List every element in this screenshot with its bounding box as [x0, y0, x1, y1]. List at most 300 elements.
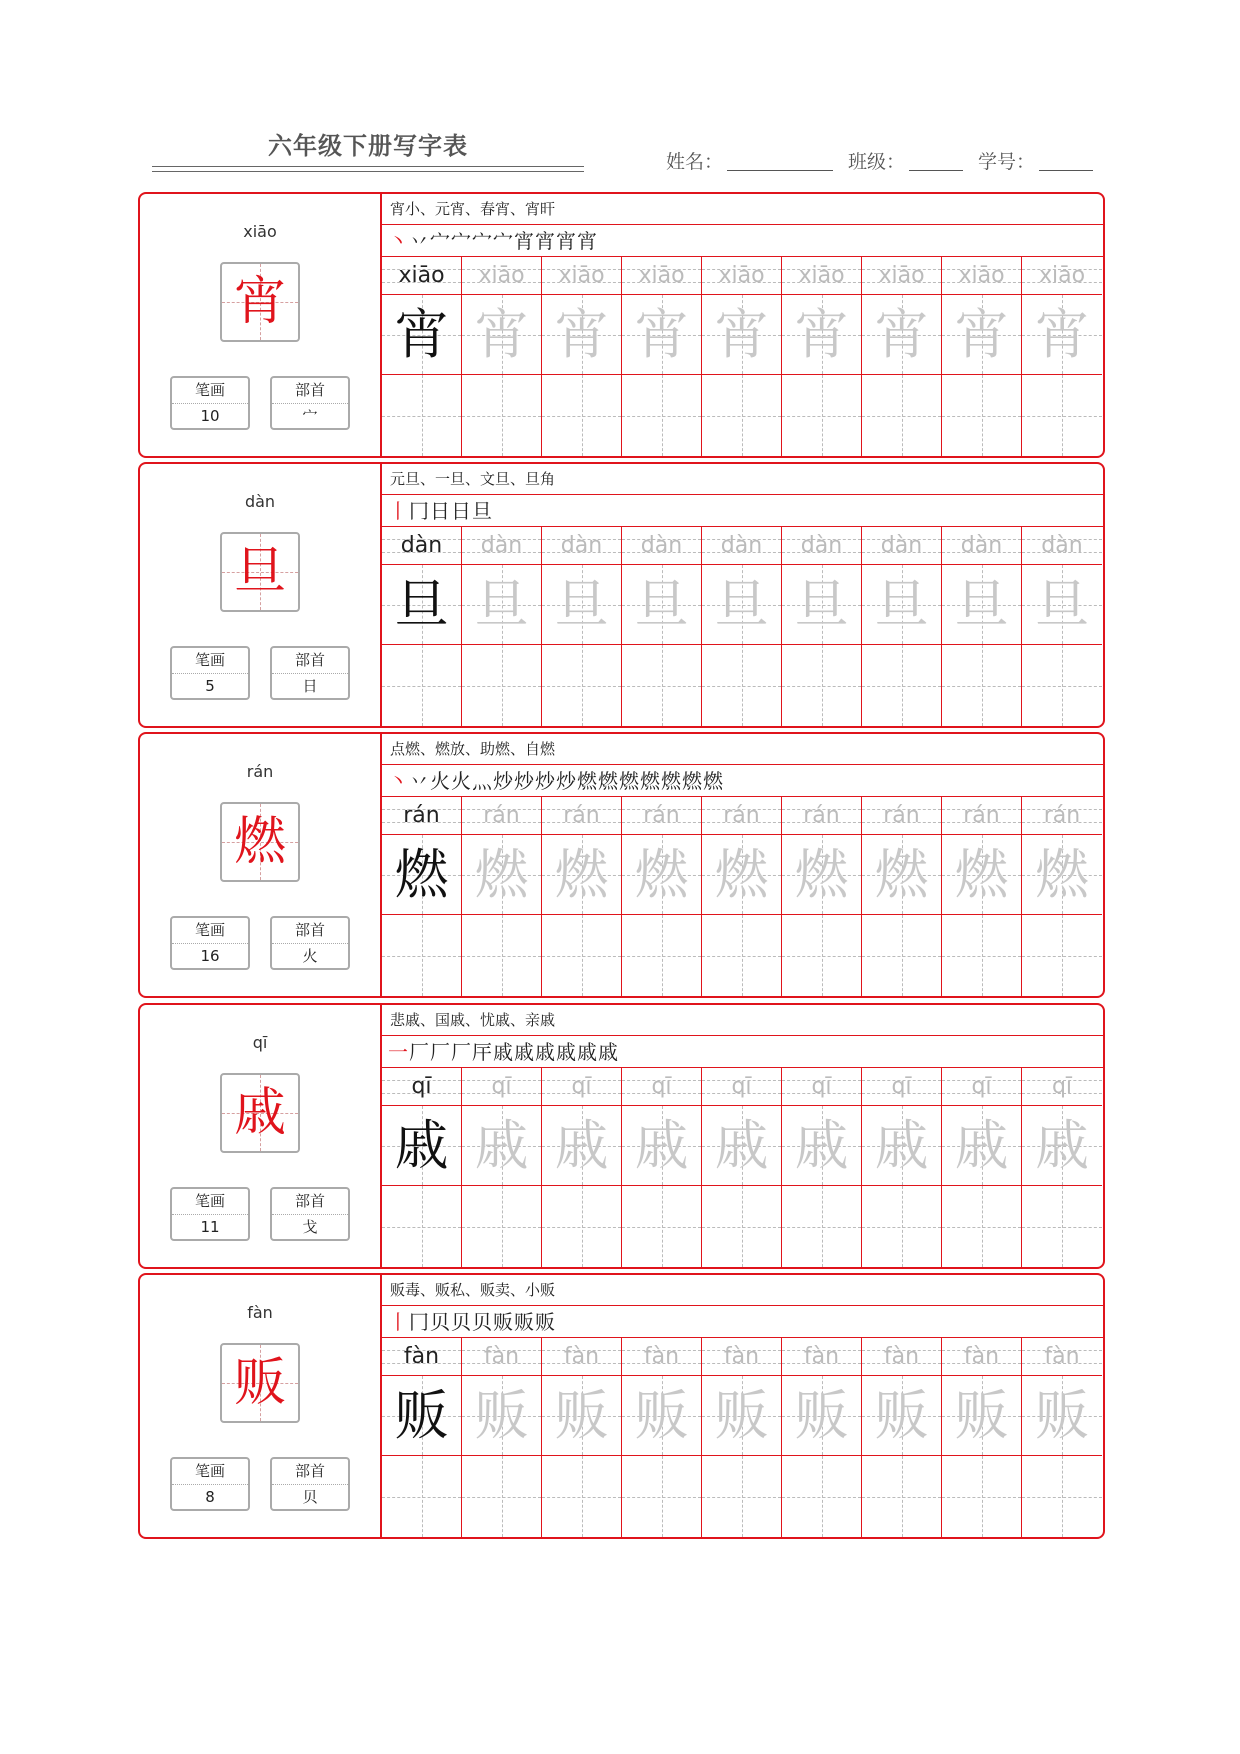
strokes-label: 笔画	[172, 378, 248, 404]
blank-practice-cell[interactable]	[702, 1186, 782, 1267]
name-label: 姓名：	[666, 151, 724, 173]
char-trace: 燃	[634, 843, 689, 906]
char-info-panel	[140, 464, 382, 726]
char-practice-cell[interactable]	[622, 835, 702, 915]
char-trace: 贩	[474, 1384, 529, 1447]
char-practice-cell[interactable]	[622, 565, 702, 645]
name-blank[interactable]	[727, 150, 833, 171]
pinyin-practice-cell[interactable]	[942, 1068, 1022, 1106]
pinyin-practice-cell[interactable]	[1022, 1338, 1102, 1376]
char-trace: 旦	[714, 573, 769, 636]
pinyin-trace: fàn	[963, 1344, 1000, 1369]
pinyin-practice-cell[interactable]	[1022, 527, 1102, 565]
pinyin-trace: xiāo	[718, 263, 765, 288]
char-trace: 戚	[714, 1114, 769, 1177]
pinyin-practice-cell[interactable]	[622, 257, 702, 295]
pinyin-practice-cell[interactable]	[702, 1338, 782, 1376]
char-trace: 戚	[474, 1114, 529, 1177]
char-practice-cell[interactable]	[702, 565, 782, 645]
pinyin-trace: qī	[971, 1074, 992, 1099]
pinyin-trace: fàn	[803, 1344, 840, 1369]
char-trace: 贩	[634, 1384, 689, 1447]
char-practice-cell[interactable]	[1022, 1376, 1102, 1456]
blank-practice-cell[interactable]	[862, 1186, 942, 1267]
blank-practice-cell[interactable]	[782, 1456, 862, 1537]
char-practice-cell[interactable]	[702, 835, 782, 915]
pinyin-practice-cell[interactable]	[462, 1338, 542, 1376]
char-pinyin: qī	[252, 1033, 268, 1052]
char-practice-cell[interactable]	[702, 295, 782, 375]
char-trace: 旦	[554, 573, 609, 636]
pinyin-practice-cell[interactable]	[942, 1338, 1022, 1376]
pinyin-practice-cell[interactable]	[542, 1068, 622, 1106]
blank-practice-cell[interactable]	[702, 915, 782, 996]
char-practice-cell[interactable]	[542, 835, 622, 915]
word-examples: 悲戚、国戚、忧戚、亲戚	[382, 1005, 1103, 1036]
class-blank[interactable]	[909, 150, 963, 171]
pinyin-trace: xiāo	[558, 263, 605, 288]
char-trace: 旦	[874, 573, 929, 636]
pinyin-trace: dàn	[880, 533, 923, 558]
blank-practice-cell[interactable]	[942, 1456, 1022, 1537]
pinyin-practice-cell[interactable]	[382, 527, 462, 565]
blank-practice-cell[interactable]	[622, 1456, 702, 1537]
pinyin-practice-cell[interactable]	[1022, 257, 1102, 295]
pinyin-practice-cell[interactable]	[702, 527, 782, 565]
pinyin-practice-cell[interactable]	[1022, 797, 1102, 835]
pinyin-practice-cell[interactable]	[542, 1338, 622, 1376]
char-practice-cell[interactable]	[382, 565, 462, 645]
radical-value: 贝	[302, 1488, 318, 1506]
char-trace: 戚	[394, 1114, 449, 1177]
char-practice-cell[interactable]	[1022, 295, 1102, 375]
char-info-panel	[140, 1275, 382, 1537]
char-practice-cell[interactable]	[382, 835, 462, 915]
char-practice-cell[interactable]	[462, 295, 542, 375]
blank-practice-cell[interactable]	[702, 1456, 782, 1537]
radical-box	[270, 1457, 350, 1511]
blank-practice-cell[interactable]	[382, 1456, 462, 1537]
pinyin-trace: fàn	[483, 1344, 520, 1369]
practice-panel	[382, 734, 1103, 996]
pinyin-trace: xiāo	[478, 263, 525, 288]
character-card	[138, 1273, 1105, 1539]
pinyin-practice-cell[interactable]	[382, 1068, 462, 1106]
pinyin-trace: rán	[403, 803, 440, 828]
pinyin-trace: xiāo	[878, 263, 925, 288]
stroke-order-step: 厈	[472, 1040, 493, 1064]
char-trace: 燃	[554, 843, 609, 906]
stroke-order-step: 燃	[661, 769, 682, 793]
char-practice-cell[interactable]	[382, 295, 462, 375]
char-trace: 戚	[634, 1114, 689, 1177]
stroke-order-row	[382, 1306, 1103, 1338]
strokes-label: 笔画	[172, 648, 248, 674]
stroke-order-step: 厂	[409, 1040, 430, 1064]
blank-practice-cell[interactable]	[862, 1456, 942, 1537]
pinyin-trace: rán	[963, 803, 1000, 828]
char-practice-cell[interactable]	[782, 1376, 862, 1456]
stroke-order-step: 宀	[451, 229, 472, 253]
stroke-order-step: 燃	[598, 769, 619, 793]
char-practice-cell[interactable]	[542, 1376, 622, 1456]
char-trace: 宵	[1035, 303, 1089, 366]
char-info-panel	[140, 194, 382, 456]
blank-practice-cell[interactable]	[862, 645, 942, 726]
char-practice-cell[interactable]	[542, 1106, 622, 1186]
practice-panel	[382, 1275, 1103, 1537]
blank-practice-cell[interactable]	[542, 1186, 622, 1267]
blank-practice-cell[interactable]	[862, 915, 942, 996]
pinyin-practice-cell[interactable]	[782, 1338, 862, 1376]
char-practice-cell[interactable]	[942, 835, 1022, 915]
pinyin-practice-cell[interactable]	[382, 257, 462, 295]
strokes-label: 笔画	[172, 918, 248, 944]
blank-practice-cell[interactable]	[942, 645, 1022, 726]
pinyin-practice-cell[interactable]	[702, 1068, 782, 1106]
char-practice-cell[interactable]	[462, 565, 542, 645]
blank-practice-cell[interactable]	[782, 915, 862, 996]
char-practice-cell[interactable]	[942, 1376, 1022, 1456]
blank-practice-cell[interactable]	[382, 915, 462, 996]
char-display-box	[220, 262, 300, 342]
char-trace: 燃	[714, 843, 769, 906]
char-practice-cell[interactable]	[862, 295, 942, 375]
number-field[interactable]	[978, 147, 1093, 174]
char-display: 宵	[233, 272, 286, 332]
stroke-order-step: 贩	[535, 1310, 556, 1334]
pinyin-trace: fàn	[883, 1344, 920, 1369]
char-trace: 燃	[474, 843, 529, 906]
blank-practice-cell[interactable]	[782, 645, 862, 726]
stroke-order-step: 宀	[472, 229, 493, 253]
char-display: 戚	[233, 1083, 286, 1143]
pinyin-practice-cell[interactable]	[942, 257, 1022, 295]
pinyin-practice-cell[interactable]	[862, 527, 942, 565]
stroke-order-step: 一	[388, 1040, 409, 1064]
char-practice-cell[interactable]	[1022, 835, 1102, 915]
stroke-order-step: 丷	[409, 229, 430, 253]
char-pinyin: rán	[246, 762, 274, 781]
char-trace: 燃	[394, 843, 449, 906]
stroke-order-row	[382, 225, 1103, 257]
radical-value: 戈	[302, 1218, 318, 1236]
char-practice-cell[interactable]	[542, 295, 622, 375]
char-trace: 戚	[794, 1114, 849, 1177]
blank-practice-cell[interactable]	[462, 375, 542, 456]
stroke-order-step: 宵	[514, 229, 535, 253]
title-underline-second	[152, 171, 584, 172]
pinyin-trace: dàn	[800, 533, 843, 558]
char-practice-cell[interactable]	[782, 835, 862, 915]
char-trace: 宵	[554, 303, 609, 366]
blank-practice-cell[interactable]	[862, 375, 942, 456]
practice-panel	[382, 1005, 1103, 1267]
char-practice-cell[interactable]	[942, 295, 1022, 375]
practice-panel	[382, 194, 1103, 456]
stroke-order-step: 炒	[556, 769, 577, 793]
blank-practice-cell[interactable]	[942, 1186, 1022, 1267]
pinyin-practice-cell[interactable]	[862, 1068, 942, 1106]
character-card	[138, 732, 1105, 998]
char-trace: 旦	[954, 573, 1009, 636]
char-trace: 贩	[1035, 1384, 1089, 1447]
strokes-value: 10	[200, 407, 220, 425]
pinyin-practice-cell[interactable]	[622, 1338, 702, 1376]
stroke-order-step: 丶	[388, 769, 409, 793]
char-trace: 燃	[954, 843, 1009, 906]
blank-practice-cell[interactable]	[382, 1186, 462, 1267]
pinyin-practice-cell[interactable]	[782, 1068, 862, 1106]
char-practice-cell[interactable]	[942, 565, 1022, 645]
pinyin-trace: qī	[651, 1074, 672, 1099]
blank-practice-cell[interactable]	[622, 375, 702, 456]
blank-practice-cell[interactable]	[1022, 645, 1102, 726]
blank-practice-cell[interactable]	[622, 645, 702, 726]
char-practice-cell[interactable]	[462, 835, 542, 915]
pinyin-practice-cell[interactable]	[862, 257, 942, 295]
stroke-order-step: 贩	[493, 1310, 514, 1334]
blank-practice-cell[interactable]	[622, 1186, 702, 1267]
blank-practice-cell[interactable]	[542, 645, 622, 726]
pinyin-practice-cell[interactable]	[702, 797, 782, 835]
pinyin-practice-cell[interactable]	[622, 797, 702, 835]
char-practice-cell[interactable]	[382, 1106, 462, 1186]
char-practice-cell[interactable]	[782, 295, 862, 375]
pinyin-practice-cell[interactable]	[462, 257, 542, 295]
char-trace: 贩	[874, 1384, 929, 1447]
pinyin-practice-cell[interactable]	[942, 527, 1022, 565]
stroke-order-step: 燃	[577, 769, 598, 793]
blank-practice-cell[interactable]	[702, 645, 782, 726]
radical-label: 部首	[272, 1189, 348, 1215]
stroke-order-step: 丨	[388, 499, 409, 523]
pinyin-practice-cell[interactable]	[462, 1068, 542, 1106]
class-label: 班级：	[848, 151, 906, 173]
pinyin-practice-cell[interactable]	[542, 797, 622, 835]
blank-practice-cell[interactable]	[382, 645, 462, 726]
pinyin-trace: fàn	[643, 1344, 680, 1369]
number-label: 学号：	[978, 151, 1036, 173]
char-trace: 宵	[634, 303, 689, 366]
char-trace: 旦	[1035, 573, 1089, 636]
pinyin-trace: rán	[883, 803, 920, 828]
radical-value: 火	[302, 947, 318, 965]
char-trace: 贩	[954, 1384, 1009, 1447]
char-practice-cell[interactable]	[382, 1376, 462, 1456]
class-field[interactable]	[848, 147, 963, 174]
char-practice-cell[interactable]	[862, 1106, 942, 1186]
pinyin-practice-cell[interactable]	[462, 797, 542, 835]
strokes-box	[170, 646, 250, 700]
pinyin-trace: xiāo	[958, 263, 1005, 288]
pinyin-practice-cell[interactable]	[702, 257, 782, 295]
pinyin-practice-cell[interactable]	[382, 1338, 462, 1376]
blank-practice-cell[interactable]	[1022, 1186, 1102, 1267]
strokes-box	[170, 916, 250, 970]
pinyin-trace: fàn	[403, 1344, 440, 1369]
name-field[interactable]	[666, 147, 833, 174]
number-blank[interactable]	[1039, 150, 1093, 171]
blank-practice-cell[interactable]	[542, 915, 622, 996]
char-practice-cell[interactable]	[622, 1106, 702, 1186]
blank-practice-cell[interactable]	[1022, 915, 1102, 996]
radical-label: 部首	[272, 1459, 348, 1485]
char-practice-cell[interactable]	[862, 1376, 942, 1456]
char-trace: 贩	[714, 1384, 769, 1447]
pinyin-trace: dàn	[400, 533, 443, 558]
char-practice-cell[interactable]	[702, 1106, 782, 1186]
char-practice-cell[interactable]	[782, 565, 862, 645]
char-practice-cell[interactable]	[942, 1106, 1022, 1186]
pinyin-practice-cell[interactable]	[782, 797, 862, 835]
stroke-order-step: 宵	[556, 229, 577, 253]
blank-practice-cell[interactable]	[702, 375, 782, 456]
stroke-order-step: 戚	[493, 1040, 514, 1064]
blank-practice-cell[interactable]	[462, 1186, 542, 1267]
stroke-order-step: 宀	[430, 229, 451, 253]
char-display-box	[220, 1073, 300, 1153]
char-practice-cell[interactable]	[782, 1106, 862, 1186]
pinyin-practice-cell[interactable]	[622, 527, 702, 565]
char-display: 燃	[233, 812, 286, 872]
pinyin-trace: qī	[1051, 1074, 1073, 1099]
char-practice-cell[interactable]	[702, 1376, 782, 1456]
stroke-order-step: 燃	[640, 769, 661, 793]
pinyin-practice-cell[interactable]	[462, 527, 542, 565]
char-trace: 戚	[554, 1114, 609, 1177]
char-info-panel	[140, 1005, 382, 1267]
pinyin-practice-cell[interactable]	[542, 527, 622, 565]
blank-practice-cell[interactable]	[462, 915, 542, 996]
word-examples: 元旦、一旦、文旦、旦角	[382, 464, 1103, 495]
char-trace: 燃	[794, 843, 849, 906]
practice-grid	[382, 1338, 1103, 1537]
char-trace: 宵	[394, 303, 449, 366]
pinyin-practice-cell[interactable]	[382, 797, 462, 835]
char-practice-cell[interactable]	[862, 835, 942, 915]
blank-practice-cell[interactable]	[462, 645, 542, 726]
char-trace: 旦	[634, 573, 689, 636]
practice-grid	[382, 527, 1103, 726]
stroke-order-step: 厂	[430, 1040, 451, 1064]
char-practice-cell[interactable]	[1022, 565, 1102, 645]
pinyin-trace: qī	[571, 1074, 592, 1099]
char-trace: 旦	[394, 573, 449, 636]
pinyin-practice-cell[interactable]	[782, 257, 862, 295]
blank-practice-cell[interactable]	[622, 915, 702, 996]
char-practice-cell[interactable]	[462, 1376, 542, 1456]
pinyin-trace: rán	[483, 803, 520, 828]
stroke-order-step: 火	[430, 769, 451, 793]
page-title: 六年级下册写字表	[268, 132, 468, 160]
char-trace: 宵	[714, 303, 769, 366]
blank-practice-cell[interactable]	[1022, 375, 1102, 456]
char-display-box	[220, 532, 300, 612]
stroke-order-step: 戚	[535, 1040, 556, 1064]
strokes-value: 16	[200, 947, 220, 965]
char-practice-cell[interactable]	[622, 1376, 702, 1456]
pinyin-practice-cell[interactable]	[1022, 1068, 1102, 1106]
stroke-order-row	[382, 495, 1103, 527]
pinyin-trace: rán	[563, 803, 600, 828]
word-examples: 宵小、元宵、春宵、宵旰	[382, 194, 1103, 225]
pinyin-trace: xiāo	[1038, 263, 1086, 288]
stroke-order-step: 炒	[535, 769, 556, 793]
blank-practice-cell[interactable]	[782, 1186, 862, 1267]
pinyin-trace: qī	[891, 1074, 912, 1099]
blank-practice-cell[interactable]	[942, 915, 1022, 996]
pinyin-trace: fàn	[723, 1344, 760, 1369]
pinyin-practice-cell[interactable]	[782, 527, 862, 565]
pinyin-practice-cell[interactable]	[862, 1338, 942, 1376]
char-practice-cell[interactable]	[622, 295, 702, 375]
pinyin-practice-cell[interactable]	[622, 1068, 702, 1106]
char-practice-cell[interactable]	[462, 1106, 542, 1186]
char-trace: 戚	[1035, 1114, 1089, 1177]
stroke-order-row	[382, 1036, 1103, 1068]
pinyin-practice-cell[interactable]	[542, 257, 622, 295]
char-pinyin: fàn	[247, 1303, 273, 1322]
char-trace: 旦	[474, 573, 529, 636]
char-practice-cell[interactable]	[862, 565, 942, 645]
pinyin-practice-cell[interactable]	[862, 797, 942, 835]
blank-practice-cell[interactable]	[1022, 1456, 1102, 1537]
blank-practice-cell[interactable]	[462, 1456, 542, 1537]
stroke-order-step: 炒	[514, 769, 535, 793]
blank-practice-cell[interactable]	[942, 375, 1022, 456]
char-trace: 宵	[874, 303, 929, 366]
pinyin-trace: dàn	[560, 533, 603, 558]
practice-grid	[382, 797, 1103, 996]
char-trace: 宵	[474, 303, 529, 366]
pinyin-trace: qī	[811, 1074, 832, 1099]
blank-practice-cell[interactable]	[542, 1456, 622, 1537]
stroke-order-step: 丨	[388, 1310, 409, 1334]
char-trace: 宵	[954, 303, 1009, 366]
char-practice-cell[interactable]	[1022, 1106, 1102, 1186]
word-examples: 点燃、燃放、助燃、自燃	[382, 734, 1103, 765]
radical-label: 部首	[272, 378, 348, 404]
radical-label: 部首	[272, 918, 348, 944]
pinyin-trace: xiāo	[638, 263, 685, 288]
stroke-order-step: 厂	[451, 1040, 472, 1064]
pinyin-practice-cell[interactable]	[942, 797, 1022, 835]
char-practice-cell[interactable]	[542, 565, 622, 645]
stroke-order-step: 贩	[514, 1310, 535, 1334]
stroke-order-step: 燃	[682, 769, 703, 793]
blank-practice-cell[interactable]	[782, 375, 862, 456]
stroke-order-step: 宵	[577, 229, 598, 253]
stroke-order-step: 旦	[472, 499, 493, 523]
pinyin-trace: dàn	[640, 533, 683, 558]
pinyin-trace: xiāo	[798, 263, 845, 288]
char-trace: 燃	[874, 843, 929, 906]
stroke-order-step: 灬	[472, 769, 493, 793]
char-display: 贩	[233, 1353, 286, 1413]
stroke-order-step: 冂	[409, 499, 430, 523]
radical-box	[270, 1187, 350, 1241]
blank-practice-cell[interactable]	[382, 375, 462, 456]
character-card	[138, 462, 1105, 728]
pinyin-trace: rán	[643, 803, 680, 828]
blank-practice-cell[interactable]	[542, 375, 622, 456]
stroke-order-step: 燃	[619, 769, 640, 793]
pinyin-trace: fàn	[1044, 1344, 1080, 1369]
stroke-order-step: 贝	[451, 1310, 472, 1334]
pinyin-trace: qī	[411, 1074, 432, 1099]
practice-grid	[382, 257, 1103, 456]
